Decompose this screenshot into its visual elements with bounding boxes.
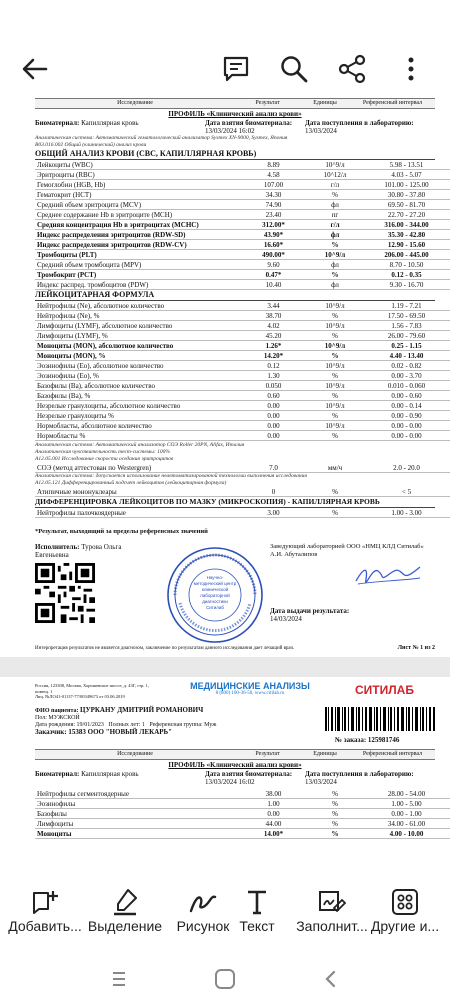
fill-sign-icon [317, 887, 347, 917]
row-unit: % [308, 431, 362, 441]
row-ref: 101.00 - 125.00 [362, 180, 450, 190]
diff-note: Аналитическая система: допускается использование неавтоматизированной технологии выполнения исследования [35, 473, 307, 479]
received-value: 13/03/2024 [305, 778, 337, 786]
table-row [35, 819, 450, 829]
table-row [35, 210, 450, 220]
row-unit: 10^9/л [308, 401, 362, 411]
tool-label: Заполнит... [296, 918, 368, 934]
tool-more[interactable] [360, 882, 450, 962]
fio-value: ЦУРКАНУ ДМИТРИЙ РОМАНОВИЧ [80, 706, 204, 714]
row-name: Тромбоциты (PLT) [35, 250, 239, 260]
barcode [325, 707, 435, 731]
row-value: 0.47* [239, 270, 308, 280]
sex-label: Пол: [35, 715, 47, 721]
table-row [35, 401, 450, 411]
analyzer-note: Аналитическая система: Автоматический гематологический анализатор Sysmex XN-9000, Sysmex, Япония [35, 135, 288, 141]
row-name: Средний объем эритроцита (MCV) [35, 200, 239, 210]
row-unit: г/л [308, 220, 362, 230]
tool-label: Рисунок [176, 918, 230, 934]
row-name: Моноциты (MON), % [35, 351, 239, 361]
row-unit: фл [308, 260, 362, 270]
table-row [35, 341, 450, 351]
biomaterial-value: Капиллярная кровь [81, 119, 139, 127]
row-unit: % [308, 799, 362, 809]
ref-group-label: Референсная группа: [149, 722, 203, 728]
row-ref: 316.00 - 344.00 [362, 220, 450, 230]
dob-label: Дата рождения: [35, 722, 76, 728]
row-ref: 0.00 - 1.00 [362, 809, 450, 819]
back-nav-icon[interactable] [320, 968, 342, 990]
row-unit: % [308, 829, 362, 839]
more-vertical-icon[interactable] [396, 54, 426, 84]
tool-add-text[interactable] [0, 882, 90, 962]
document-page-2 [35, 679, 435, 882]
row-ref: 4.03 - 5.07 [362, 170, 450, 180]
page-number: Лист № 1 из 2 [397, 645, 435, 651]
row-name: Незрелые гранулоциты, абсолютное количество [35, 401, 239, 411]
taken-value: 13/03/2024 16:02 [205, 127, 255, 135]
lab-stamp [165, 545, 265, 645]
table-row [35, 381, 450, 391]
row-name: Нейтрофилы (Ne), % [35, 311, 239, 321]
row-ref: 0.00 - 3.70 [362, 371, 450, 381]
row-unit: 10^9/л [308, 381, 362, 391]
patient-block [35, 707, 435, 749]
row-value: 74.90 [239, 200, 308, 210]
row-unit: % [308, 411, 362, 421]
row-name: Лимфоциты (LYMF), абсолютное количество [35, 321, 239, 331]
band-table [35, 508, 450, 518]
stamp-text: Научно-методический центр клинической лабораторной диагностики Ситилаб [193, 575, 237, 610]
table-row [35, 250, 450, 260]
order-label: № заказа: [335, 736, 367, 744]
row-ref: 0.00 - 0.00 [362, 421, 450, 431]
table-row [35, 321, 450, 331]
biomaterial-label: Биоматериал: [35, 119, 80, 127]
document-page-1 [35, 98, 435, 654]
row-name: Нейтрофилы (Ne), абсолютное количество [35, 301, 239, 311]
row-unit: 10^12/л [308, 170, 362, 180]
table-row [35, 280, 450, 290]
header-col-units: Единицы [313, 751, 337, 757]
row-ref: 0.00 - 0.60 [362, 391, 450, 401]
out-of-range-footnote: *Результат, выходящий за пределы референсных значений [35, 528, 208, 535]
row-ref: 1.19 - 7.21 [362, 301, 450, 311]
page2-header [35, 679, 435, 707]
row-name: Средний объем тромбоцита (MPV) [35, 260, 239, 270]
text-icon [242, 887, 272, 917]
row-unit: 10^9/л [308, 361, 362, 371]
table-row [35, 270, 450, 280]
table-row [35, 311, 450, 321]
executor-label: Исполнитель: [35, 543, 80, 551]
row-name: Нейтрофилы палочкоядерные [35, 508, 239, 518]
row-name: Гемоглобин (HGB, Hb) [35, 180, 239, 190]
row-ref: 28.00 - 54.00 [362, 789, 450, 799]
esr-code-note: A12.05.001 Исследование скорости оседания эритроцитов [35, 456, 174, 462]
system-nav-bar [0, 962, 450, 1000]
age-value: 1 [141, 722, 145, 728]
row-ref: 2.0 - 20.0 [362, 463, 450, 473]
row-ref: 34.00 - 61.00 [362, 819, 450, 829]
taken-value: 13/03/2024 16:02 [205, 778, 255, 786]
row-unit: % [308, 809, 362, 819]
row-ref: 4.40 - 13.40 [362, 351, 450, 361]
sex-value: МУЖСКОЙ [48, 715, 80, 721]
row-name: Лейкоциты (WBC) [35, 160, 239, 170]
row-value: 0.00 [239, 809, 308, 819]
row-ref: 0.010 - 0.060 [362, 381, 450, 391]
table-row [35, 200, 450, 210]
page-gap [0, 657, 450, 677]
roller-note: Аналитическая система: Автоматический анализатор СОЭ Roller 20PN, Alifax, Италия [35, 442, 245, 448]
general-blood-table [35, 160, 450, 290]
diff-code-note: A12.05.121 Дифференцированный подсчет лейкоцитов (лейкоцитарная формула) [35, 480, 227, 486]
table-header [35, 749, 435, 760]
row-unit: 10^9/л [308, 321, 362, 331]
top-app-bar [0, 0, 450, 92]
row-value: 10.40 [239, 280, 308, 290]
highlighter-icon [110, 887, 140, 917]
sensitivity-note: Аналитическая чувствительность тест-системы: 100% [35, 449, 170, 455]
row-unit: % [308, 311, 362, 321]
row-name: Моноциты (MON), абсолютное количество [35, 341, 239, 351]
back-arrow-icon[interactable] [20, 54, 50, 84]
age-label: Полных лет: [108, 722, 141, 728]
brand-title: МЕДИЦИНСКИЕ АНАЛИЗЫ [190, 681, 310, 691]
executor-value: Турова Ольга Евгеньевна [35, 543, 122, 559]
row-unit: мм/ч [308, 463, 362, 473]
row-value: 1.30 [239, 371, 308, 381]
row-value: 38.00 [239, 789, 308, 799]
row-unit: фл [308, 230, 362, 240]
row-unit: % [308, 270, 362, 280]
row-unit: % [308, 487, 362, 497]
header-col-reference: Референсный интервал [362, 100, 423, 106]
row-ref: 17.50 - 69.50 [362, 311, 450, 321]
row-name: Среднее содержание Hb в эритроците (MCH) [35, 210, 239, 220]
table-row [35, 421, 450, 431]
table-row [35, 411, 450, 421]
row-name: Индекс распределения эритроцитов (RDW-SD) [35, 230, 239, 240]
header-col-reference: Референсный интервал [362, 751, 423, 757]
signature-block [35, 543, 435, 643]
row-value: 14.00* [239, 829, 308, 839]
row-name: Моноциты [35, 829, 239, 839]
table-row [35, 190, 450, 200]
atypical-table [35, 487, 450, 497]
tool-label: Текст [239, 918, 275, 934]
biomaterial-row [35, 770, 435, 786]
header-col-units: Единицы [313, 100, 337, 106]
brand-phone: 8 (800) 100-36-50, www.citilab.ru [215, 691, 285, 696]
table-row [35, 351, 450, 361]
table-row [35, 220, 450, 230]
citilab-logo [355, 683, 414, 697]
row-value: 0.00 [239, 411, 308, 421]
row-value: 490.00* [239, 250, 308, 260]
row-unit: фл [308, 280, 362, 290]
page2-table [35, 789, 450, 839]
row-name: Базофилы (Ba), % [35, 391, 239, 401]
leukocyte-table [35, 301, 450, 441]
row-unit: % [308, 190, 362, 200]
tool-label: Добавить... [8, 918, 82, 934]
table-row [35, 431, 450, 441]
row-ref: 26.00 - 79.60 [362, 331, 450, 341]
issue-date-label: Дата выдачи результата: [270, 607, 350, 615]
logo-text: СИТИЛАБ [355, 683, 414, 697]
customer-value: 15383 ООО "НОВЫЙ ЛЕКАРЬ" [68, 728, 173, 736]
row-ref: 0.00 - 0.00 [362, 431, 450, 441]
row-value: 34.30 [239, 190, 308, 200]
row-name: Эозинофилы [35, 799, 239, 809]
bottom-toolbar [0, 882, 450, 962]
row-name: Эозинофилы (Eo), абсолютное количество [35, 361, 239, 371]
row-name: Эритроциты (RBC) [35, 170, 239, 180]
row-ref: 0.00 - 0.90 [362, 411, 450, 421]
row-value: 0.00 [239, 401, 308, 411]
taken-label: Дата взятия биоматериала: [205, 770, 293, 778]
row-name: Нормобласты % [35, 431, 239, 441]
biomaterial-row [35, 119, 435, 135]
row-value: 4.58 [239, 170, 308, 180]
row-ref: 1.00 - 3.00 [362, 508, 450, 518]
table-header [35, 98, 435, 109]
row-value: 0.00 [239, 421, 308, 431]
table-row [35, 361, 450, 371]
row-value: 7.0 [239, 463, 308, 473]
row-unit: 10^9/л [308, 341, 362, 351]
table-row [35, 301, 450, 311]
header-col-study: Исследование [117, 100, 153, 106]
header-col-result: Результат [255, 751, 280, 757]
recents-icon[interactable] [108, 968, 130, 990]
row-value: 1.00 [239, 799, 308, 809]
row-unit: 10^9/л [308, 301, 362, 311]
row-value: 0.12 [239, 361, 308, 371]
row-value: 1.26* [239, 341, 308, 351]
row-ref: 0.12 - 0.35 [362, 270, 450, 280]
table-row [35, 371, 450, 381]
header-col-result: Результат [255, 100, 280, 106]
table-row [35, 809, 450, 819]
row-value: 8.89 [239, 160, 308, 170]
row-unit: % [308, 508, 362, 518]
row-unit: 10^9/л [308, 250, 362, 260]
row-unit: 10^9/л [308, 160, 362, 170]
ref-group-value: Муж [204, 722, 217, 728]
dob-value: 19/01/2023 [76, 722, 104, 728]
table-row [35, 260, 450, 270]
received-value: 13/03/2024 [305, 127, 337, 135]
row-unit: % [308, 351, 362, 361]
row-name: Нормобласты, абсолютное количество [35, 421, 239, 431]
row-unit: % [308, 391, 362, 401]
row-ref: 206.00 - 445.00 [362, 250, 450, 260]
disclaimer: Интерпретация результатов не является диагнозом, заключение по результатам данного исследования дает лечащий врач. [35, 646, 295, 651]
received-label: Дата поступления в лабораторию: [305, 770, 414, 778]
row-ref: 12.90 - 15.60 [362, 240, 450, 250]
table-row [35, 170, 450, 180]
taken-label: Дата взятия биоматериала: [205, 119, 293, 127]
comment-icon[interactable] [221, 54, 251, 84]
row-value: 0.00 [239, 431, 308, 441]
row-unit: % [308, 789, 362, 799]
row-value: 0.050 [239, 381, 308, 391]
row-value: 23.40 [239, 210, 308, 220]
table-row [35, 180, 450, 190]
row-value: 107.00 [239, 180, 308, 190]
code-note: B03.016.002 Общий (клинический) анализ крови [35, 142, 147, 148]
signature [353, 563, 423, 589]
row-ref: 4.00 - 10.00 [362, 829, 450, 839]
row-ref: 0.00 - 0.14 [362, 401, 450, 411]
profile-title: ПРОФИЛЬ «Клинический анализ крови» [168, 110, 302, 118]
table-row [35, 463, 450, 473]
table-row [35, 230, 450, 240]
row-ref: 9.30 - 16.70 [362, 280, 450, 290]
table-row [35, 160, 450, 170]
order-value: 125981746 [367, 736, 400, 744]
row-value: 4.02 [239, 321, 308, 331]
table-row [35, 240, 450, 250]
row-ref: 69.50 - 81.70 [362, 200, 450, 210]
share-icon[interactable] [337, 54, 367, 84]
add-text-icon [30, 887, 60, 917]
row-ref: < 5 [362, 487, 450, 497]
section-general-title: ОБЩИЙ АНАЛИЗ КРОВИ (CBC, КАПИЛЛЯРНАЯ КРОВЬ) [35, 149, 435, 160]
esr-table [35, 463, 450, 473]
row-value: 3.44 [239, 301, 308, 311]
row-value: 9.60 [239, 260, 308, 270]
row-value: 16.60* [239, 240, 308, 250]
row-name: Индекс распределения эритроцитов (RDW-CV) [35, 240, 239, 250]
row-ref: 22.70 - 27.20 [362, 210, 450, 220]
head-lab-title: Заведующий лабораторией ООО «НМЦ КЛД Ситилаб» [270, 543, 424, 550]
row-value: 0.60 [239, 391, 308, 401]
biomaterial-label: Биоматериал: [35, 770, 80, 778]
tool-highlight[interactable] [80, 882, 170, 962]
row-name: Атипичные мононуклеары [35, 487, 239, 497]
row-unit: 10^9/л [308, 421, 362, 431]
row-ref: 35.30 - 42.80 [362, 230, 450, 240]
biomaterial-value: Капиллярная кровь [81, 770, 139, 778]
row-name: Незрелые гранулоциты % [35, 411, 239, 421]
table-row [35, 331, 450, 341]
row-unit: пг [308, 210, 362, 220]
row-value: 0 [239, 487, 308, 497]
row-name: СОЭ (метод аттестован по Westergren) [35, 463, 239, 473]
row-unit: % [308, 331, 362, 341]
search-icon[interactable] [279, 54, 309, 84]
row-unit: фл [308, 200, 362, 210]
tool-label: Другие и... [370, 918, 440, 934]
table-row [35, 508, 450, 518]
row-name: Эозинофилы (Eo), % [35, 371, 239, 381]
profile-title: ПРОФИЛЬ «Клинический анализ крови» [168, 761, 302, 769]
head-lab-name: А.И. Абуталипов [270, 551, 318, 558]
row-value: 312.00* [239, 220, 308, 230]
row-name: Нейтрофилы сегментоядерные [35, 789, 239, 799]
row-ref: 0.25 - 1.15 [362, 341, 450, 351]
table-row [35, 829, 450, 839]
table-row [35, 799, 450, 809]
table-row [35, 487, 450, 497]
row-ref: 1.00 - 5.00 [362, 799, 450, 809]
table-row [35, 789, 450, 799]
row-ref: 8.70 - 10.50 [362, 260, 450, 270]
received-label: Дата поступления в лабораторию: [305, 119, 414, 127]
row-name: Базофилы (Ba), абсолютное количество [35, 381, 239, 391]
row-unit: г/л [308, 180, 362, 190]
tool-label: Выделение [87, 918, 163, 934]
header-col-study: Исследование [117, 751, 153, 757]
document-viewer[interactable] [0, 92, 450, 882]
issue-date-value: 14/03/2024 [270, 615, 302, 623]
section-leuko-title: ЛЕЙКОЦИТАРНАЯ ФОРМУЛА [35, 290, 435, 301]
row-ref: 0.02 - 0.82 [362, 361, 450, 371]
row-name: Лимфоциты (LYMF), % [35, 331, 239, 341]
row-value: 38.70 [239, 311, 308, 321]
row-value: 45.20 [239, 331, 308, 341]
row-unit: % [308, 240, 362, 250]
row-unit: % [308, 371, 362, 381]
row-ref: 1.56 - 7.83 [362, 321, 450, 331]
home-icon[interactable] [213, 967, 237, 991]
row-name: Средняя концентрация Hb в эритроцитах (MCHC) [35, 220, 239, 230]
fio-label: ФИО пациента: [35, 708, 79, 714]
row-value: 44.00 [239, 819, 308, 829]
row-name: Тромбокрит (PCT) [35, 270, 239, 280]
row-value: 3.00 [239, 508, 308, 518]
row-ref: 30.80 - 37.80 [362, 190, 450, 200]
lab-license: Лиц. №ЛО41-01137-77/00349673 от 03.06.2019 [35, 694, 125, 699]
table-row [35, 391, 450, 401]
row-value: 14.20* [239, 351, 308, 361]
row-value: 43.90* [239, 230, 308, 240]
row-name: Индекс распред. тромбоцитов (PDW) [35, 280, 239, 290]
row-name: Лимфоциты [35, 819, 239, 829]
section-diff-title: ДИФФЕРЕНЦИРОВКА ЛЕЙКОЦИТОВ ПО МАЗКУ (МИКРОСКОПИЯ) - КАПИЛЛЯРНАЯ КРОВЬ [35, 497, 435, 508]
row-ref: 5.98 - 13.51 [362, 160, 450, 170]
qr-code [35, 563, 95, 623]
more-tools-icon [390, 887, 420, 917]
customer-label: Заказчик: [35, 728, 67, 736]
row-unit: % [308, 819, 362, 829]
row-name: Базофилы [35, 809, 239, 819]
lab-address: Россия, 123308, Москва, Хорошевское шоссе, д. 43Г, стр. 1, помещ. 1 [35, 683, 150, 694]
row-name: Гематокрит (HCT) [35, 190, 239, 200]
